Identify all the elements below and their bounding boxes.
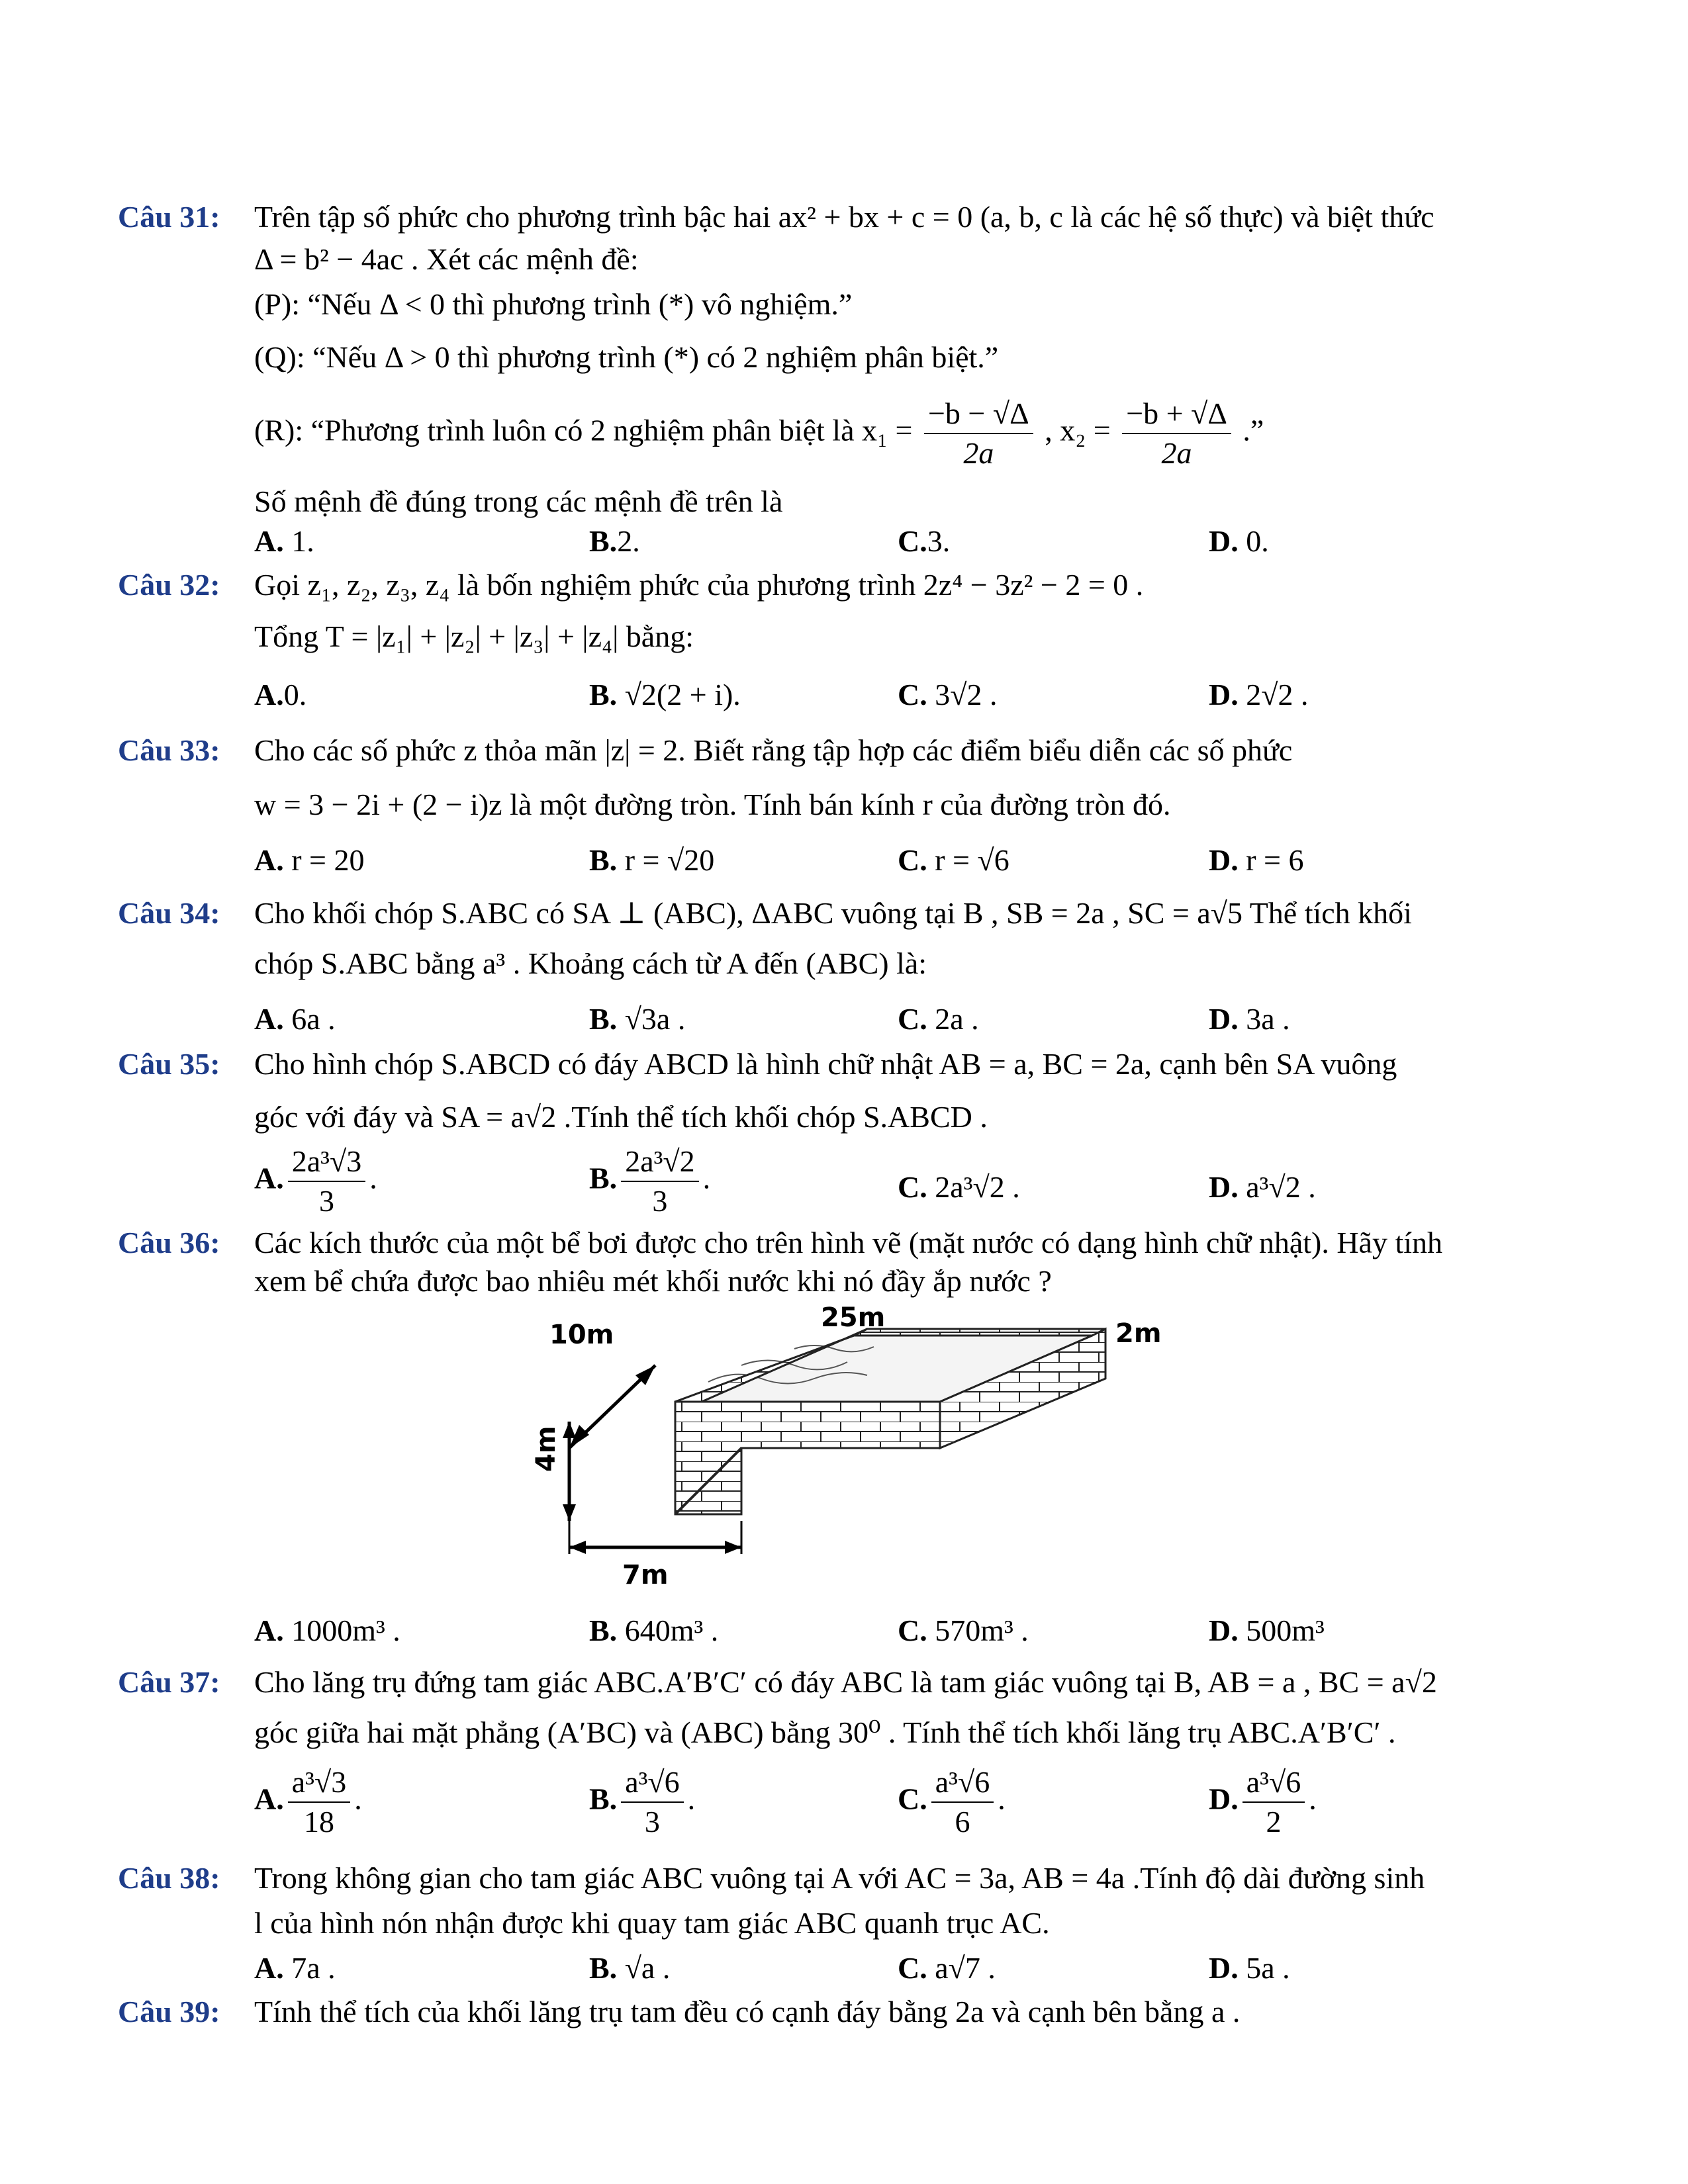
front-wall xyxy=(675,1402,940,1514)
q32-option-c[interactable]: C. 3√2 . xyxy=(898,678,998,711)
q37-d-fraction: $\frac{\text{a³√6}}{2}$ xyxy=(1243,1763,1305,1841)
q36-option-d[interactable]: D. 500m³ xyxy=(1209,1614,1325,1647)
q37-option-d[interactable]: D. $\frac{\text{a³√6}}{2}$ . xyxy=(1209,1763,1317,1841)
root-2-fraction xyxy=(1122,394,1231,473)
question-33-line-2: w = 3 − 2i + (2 − i)z là một đường tròn. Tính bán kính r của đường tròn đó. xyxy=(254,788,1171,821)
q37-option-b[interactable]: B. $\frac{\text{a³√6}}{3}$ . xyxy=(589,1763,695,1841)
length-label: 25m xyxy=(821,1302,886,1333)
q38-option-d[interactable]: D. 5a . xyxy=(1209,1951,1290,1985)
q34-option-d[interactable]: D. 3a . xyxy=(1209,1002,1290,1036)
question-38-label: Câu 38: xyxy=(118,1861,220,1895)
q35-option-c[interactable]: C. 2a³√2 . xyxy=(898,1170,1020,1204)
question-38-line-2: l của hình nón nhận được khi quay tam giác ABC quanh trục AC. xyxy=(254,1906,1050,1940)
deep-depth-label: 4m xyxy=(531,1426,561,1472)
slope-arrow-head-2 xyxy=(725,1541,741,1554)
q37-b-fraction: $\frac{\text{a³√6}}{3}$ xyxy=(621,1763,683,1841)
q31-option-c[interactable]: C.3. xyxy=(898,524,951,558)
q31-option-b[interactable]: B.2. xyxy=(589,524,640,558)
question-35-line-1: Cho hình chóp S.ABCD có đáy ABCD là hình chữ nhật AB = a, BC = 2a, cạnh bên SA vuông xyxy=(254,1047,1397,1081)
question-36-line-2: xem bể chứa được bao nhiêu mét khối nước khi nó đầy ắp nước ? xyxy=(254,1264,1052,1298)
question-38-line-1: Trong không gian cho tam giác ABC vuông tại A với AC = 3a, AB = 4a .Tính độ dài đường sinh xyxy=(254,1861,1425,1895)
q32-option-a[interactable]: A.0. xyxy=(254,678,307,711)
root-1-numerator: −b − √Δ xyxy=(924,394,1033,434)
question-34-line-1: Cho khối chóp S.ABC có SA ⊥ (ABC), ΔABC vuông tại B , SB = 2a , SC = a√5 Thể tích khối xyxy=(254,896,1412,930)
shallow-depth-label: 2m xyxy=(1115,1318,1162,1349)
question-32-line-1: Gọi z₁, z₂, z₃, z₄ là bốn nghiệm phức của phương trình 2z⁴ − 3z² − 2 = 0 . xyxy=(254,568,1144,602)
question-31-line-1: Trên tập số phức cho phương trình bậc hai ax² + bx + c = 0 (a, b, c là các hệ số thực) và biệt thức xyxy=(254,200,1434,234)
q31-option-a[interactable]: A. 1. xyxy=(254,524,314,558)
question-37-line-2: góc giữa hai mặt phẳng (A′BC) và (ABC) bằng 30⁰ . Tính thể tích khối lăng trụ ABC.A′B′C′ . xyxy=(254,1715,1396,1749)
q34-option-b[interactable]: B. √3a . xyxy=(589,1002,686,1036)
statement-p: (P): “Nếu Δ < 0 thì phương trình (*) vô nghiệm.” xyxy=(254,287,853,321)
slope-length-label: 7m xyxy=(622,1560,669,1590)
q38-option-c[interactable]: C. a√7 . xyxy=(898,1951,996,1985)
q34-option-a[interactable]: A. 6a . xyxy=(254,1002,336,1036)
statement-r-prefix: (R): “Phương trình luôn có 2 nghiệm phân biệt là x₁ = xyxy=(254,413,913,447)
statement-r-mid: , x₂ = xyxy=(1045,413,1111,447)
q37-a-fraction: $\frac{\text{a³√3}}{18}$ xyxy=(288,1763,350,1841)
question-39-line-1: Tính thể tích của khối lăng trụ tam đều có cạnh đáy bằng 2a và cạnh bên bằng a . xyxy=(254,1995,1241,2028)
q36-option-a[interactable]: A. 1000m³ . xyxy=(254,1614,400,1647)
q32-option-b[interactable]: B. √2(2 + i). xyxy=(589,678,741,711)
q34-option-c[interactable]: C. 2a . xyxy=(898,1002,979,1036)
question-37-label: Câu 37: xyxy=(118,1665,220,1699)
q37-option-a[interactable]: A. $\frac{\text{a³√3}}{18}$ . xyxy=(254,1763,362,1841)
q37-option-c[interactable]: C. $\frac{\text{a³√6}}{6}$ . xyxy=(898,1763,1006,1841)
q33-option-a[interactable]: A. r = 20 xyxy=(254,843,365,877)
root-2-denominator: 2a xyxy=(1161,436,1192,470)
statement-r xyxy=(254,394,1264,473)
question-33-label: Câu 33: xyxy=(118,733,220,767)
rim-back xyxy=(854,1329,1105,1336)
q31-option-d[interactable]: D. 0. xyxy=(1209,524,1269,558)
q33-option-d[interactable]: D. r = 6 xyxy=(1209,843,1304,877)
root-1-denominator: 2a xyxy=(963,436,994,470)
q33-option-c[interactable]: C. r = √6 xyxy=(898,843,1009,877)
question-34-label: Câu 34: xyxy=(118,896,220,930)
question-32-line-2: Tổng T = |z₁| + |z₂| + |z₃| + |z₄| bằng: xyxy=(254,619,694,653)
deep-arrow-head-2 xyxy=(563,1504,576,1521)
question-36-label: Câu 36: xyxy=(118,1226,220,1259)
deep-arrow-head-1 xyxy=(563,1422,576,1438)
question-39-label: Câu 39: xyxy=(118,1995,220,2028)
question-32-label: Câu 32: xyxy=(118,568,220,602)
q38-option-a[interactable]: A. 7a . xyxy=(254,1951,336,1985)
q35-option-a[interactable]: A. $\frac{\text{2a³√3}}{3}$ . xyxy=(254,1142,377,1220)
question-31-line-6: Số mệnh đề đúng trong các mệnh đề trên là xyxy=(254,484,783,518)
root-2-numerator: −b + √Δ xyxy=(1122,394,1231,434)
question-33-line-1: Cho các số phức z thỏa mãn |z| = 2. Biết rằng tập hợp các điểm biểu diễn các số phức xyxy=(254,733,1293,767)
q35-b-fraction: $\frac{\text{2a³√2}}{3}$ xyxy=(621,1142,698,1220)
statement-q: (Q): “Nếu Δ > 0 thì phương trình (*) có 2 nghiệm phân biệt.” xyxy=(254,340,999,374)
question-34-line-2: chóp S.ABC bằng a³ . Khoảng cách từ A đến (ABC) là: xyxy=(254,946,927,980)
q37-c-fraction: $\frac{\text{a³√6}}{6}$ xyxy=(931,1763,994,1841)
slope-arrow-head-1 xyxy=(569,1541,586,1554)
question-36-line-1: Các kích thước của một bể bơi được cho trên hình vẽ (mặt nước có dạng hình chữ nhật). Hãy tính xyxy=(254,1226,1443,1259)
q32-option-d[interactable]: D. 2√2 . xyxy=(1209,678,1309,711)
question-31-label: Câu 31: xyxy=(118,200,220,234)
q38-option-b[interactable]: B. √a . xyxy=(589,1951,671,1985)
root-1-fraction xyxy=(924,394,1033,473)
swimming-pool-figure xyxy=(531,1302,1162,1600)
q35-a-fraction: $\frac{\text{2a³√3}}{3}$ xyxy=(288,1142,365,1220)
q35-option-b[interactable]: B. $\frac{\text{2a³√2}}{3}$ . xyxy=(589,1142,710,1220)
pool-drawing xyxy=(531,1302,1162,1600)
width-label: 10m xyxy=(549,1320,614,1350)
question-31-line-2: Δ = b² − 4ac . Xét các mệnh đề: xyxy=(254,242,639,276)
q33-option-b[interactable]: B. r = √20 xyxy=(589,843,715,877)
q35-option-d[interactable]: D. a³√2 . xyxy=(1209,1170,1316,1204)
q36-option-b[interactable]: B. 640m³ . xyxy=(589,1614,719,1647)
question-35-label: Câu 35: xyxy=(118,1047,220,1081)
question-35-line-2: góc với đáy và SA = a√2 .Tính thể tích khối chóp S.ABCD . xyxy=(254,1100,988,1134)
statement-r-end: .” xyxy=(1243,413,1264,447)
question-37-line-1: Cho lăng trụ đứng tam giác ABC.A′B′C′ có đáy ABC là tam giác vuông tại B, AB = a , BC = a√2 xyxy=(254,1665,1437,1699)
q36-option-c[interactable]: C. 570m³ . xyxy=(898,1614,1029,1647)
